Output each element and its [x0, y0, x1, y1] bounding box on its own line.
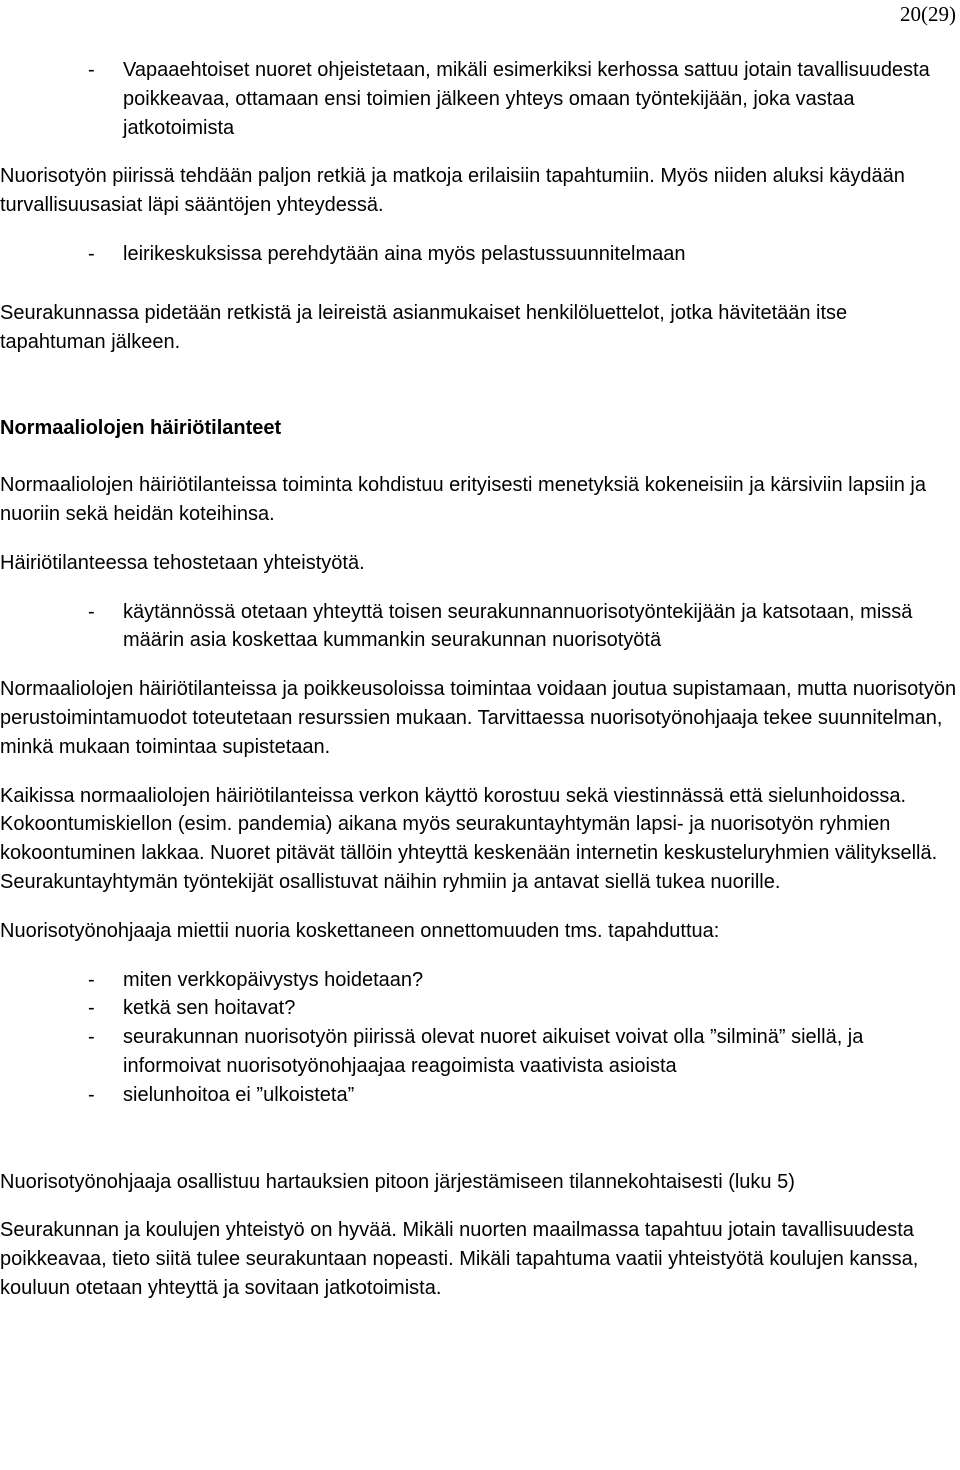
list-item-text: Vapaaehtoiset nuoret ohjeistetaan, mikäli esimerkiksi kerhossa sattuu jotain tavallisuudesta poikkeavaa, ottamaan ensi toimien jälkeen yhteys omaan työntekijään, joka vastaa jatkotoimista [123, 59, 930, 139]
bullet-dash: - [88, 600, 95, 623]
paragraph-devotions: Nuorisotyönohjaaja osallistuu hartauksien pitoon järjestämiseen tilannekohtaisesti (luku 5) [0, 1170, 795, 1193]
paragraph-participant-lists: Seurakunnassa pidetään retkistä ja leireistä asianmukaiset henkilöluettelot, jotka hävitetään itse tapahtuman jälkeen. [0, 301, 848, 353]
paragraph-online: Kaikissa normaaliolojen häiriötilanteissa verkon käyttö korostuu sekä viestinnässä että sielunhoidossa. Kokoontumiskiellon (esim. pandemia) aikana myös seurakuntayhtymän lapsi- ja nuorisotyön ryhmien kokoontuminen lakkaa. Nuoret pitävät tällöin yhteyttä keskenään internetin keskusteluryhmien välityksellä. Seurakuntayhtymän työntekijät osallistuvat näihin ryhmiin ja antavat siellä tukea nuorille. [0, 784, 938, 893]
paragraph-accident-questions: Nuorisotyönohjaaja miettii nuoria koskettaneen onnettomuuden tms. tapahduttua: [0, 919, 720, 942]
section-heading: Normaaliolojen häiriötilanteet [0, 417, 282, 440]
bullet-list-contact [0, 598, 958, 656]
bullet-dash: - [88, 1083, 95, 1106]
list-item [0, 598, 958, 656]
paragraph-schools: Seurakunnan ja koulujen yhteistyö on hyvää. Mikäli nuorten maailmassa tapahtuu jotain tavallisuudesta poikkeavaa, tieto siitä tulee seurakuntaan nopeasti. Mikäli tapahtuma vaatii yhteistyötä koulujen kanssa, kouluun otetaan yhteyttä ja sovitaan jatkotoimista. [0, 1219, 919, 1299]
list-item [0, 56, 958, 142]
list-item [0, 1081, 958, 1110]
list-item [0, 966, 958, 995]
list-item-text: sielunhoitoa ei ”ulkoisteta” [123, 1083, 355, 1106]
bullet-dash: - [88, 997, 95, 1020]
bullet-list-volunteers [0, 56, 958, 142]
bullet-dash: - [88, 242, 95, 265]
list-item-text: käytännössä otetaan yhteyttä toisen seurakunnannuorisotyöntekijään ja katsotaan, missä määrin asia koskettaa kummankin seurakunnan nuorisotyötä [123, 600, 913, 652]
paragraph-trips: Nuorisotyön piirissä tehdään paljon retkiä ja matkoja erilaisiin tapahtumiin. Myös niiden aluksi käydään turvallisuusasiat läpi sääntöjen yhteydessä. [0, 165, 905, 217]
list-item [0, 1023, 958, 1081]
paragraph-disruption-focus: Normaaliolojen häiriötilanteissa toiminta kohdistuu erityisesti menetyksiä kokeneisiin ja kärsiviin lapsiin ja nuoriin sekä heidän koteihinsa. [0, 474, 926, 525]
bullet-list-questions [0, 966, 958, 1110]
document-body [0, 56, 958, 1303]
bullet-dash: - [88, 1026, 95, 1049]
list-item-text: leirikeskuksissa perehdytään aina myös pelastussuunnitelmaan [123, 242, 686, 265]
list-item [0, 240, 958, 269]
list-item-text: miten verkkopäivystys hoidetaan? [123, 968, 424, 991]
paragraph-reduction: Normaaliolojen häiriötilanteissa ja poikkeusoloissa toimintaa voidaan joutua supistamaan, mutta nuorisotyön perustoimintamuodot toteutetaan resurssien mukaan. Tarvittaessa nuorisotyönohjaaja tekee suunnitelman, minkä mukaan toimintaa supistetaan. [0, 678, 957, 758]
bullet-list-camps [0, 240, 958, 269]
list-item-text: ketkä sen hoitavat? [123, 997, 296, 1020]
bullet-dash: - [88, 968, 95, 991]
bullet-dash: - [88, 59, 95, 81]
page-number: 20(29) [900, 2, 956, 26]
paragraph-cooperation: Häiriötilanteessa tehostetaan yhteistyötä. [0, 551, 365, 574]
list-item [0, 994, 958, 1023]
list-item-text: seurakunnan nuorisotyön piirissä olevat nuoret aikuiset voivat olla ”silminä” siellä, ja informoivat nuorisotyönohjaajaa reagoimista vaativista asioista [123, 1026, 864, 1077]
